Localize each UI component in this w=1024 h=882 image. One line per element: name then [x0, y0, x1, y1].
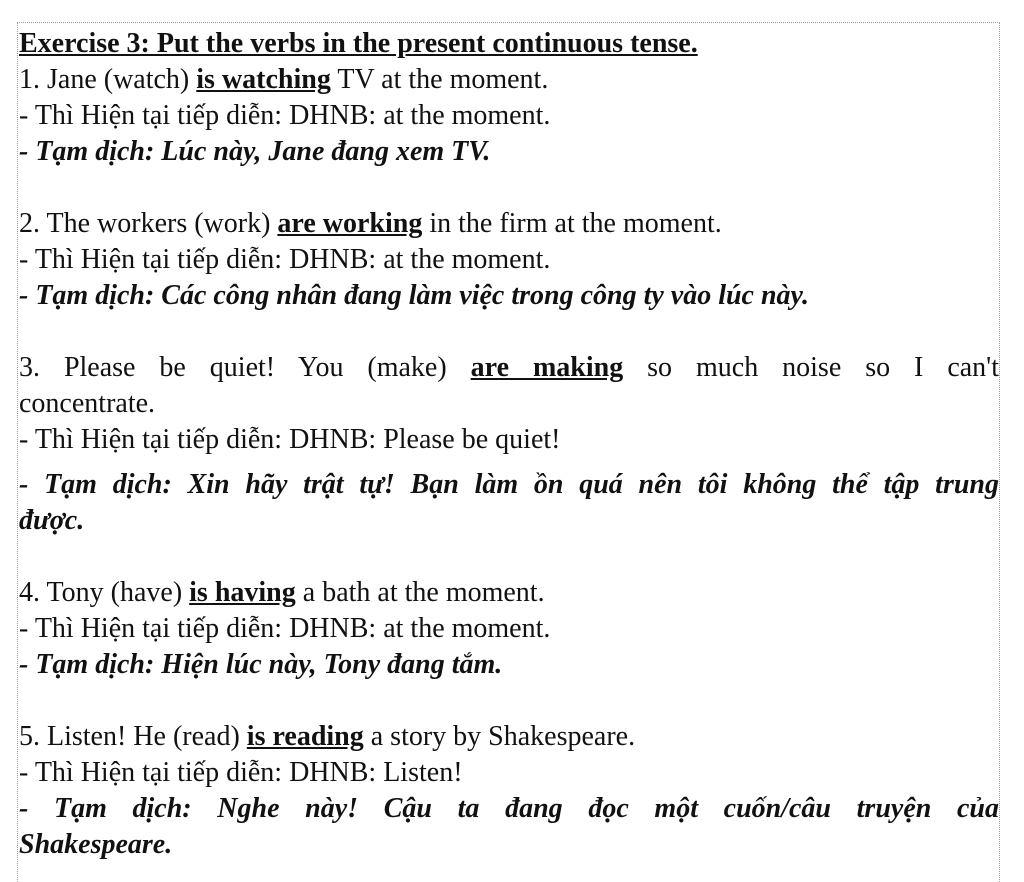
answer-3: are making: [470, 352, 624, 383]
tense-note-2: - Thì Hiện tại tiếp diễn: DHNB: at the moment.: [19, 244, 551, 275]
spacer: [19, 683, 999, 719]
spacer: [19, 170, 999, 206]
translation-2: - Tạm dịch: Các công nhân đang làm việc trong công ty vào lúc này.: [19, 280, 809, 311]
question-4: [19, 575, 999, 611]
answer-4: is having: [189, 577, 296, 608]
question-3-rest: so much noise so I can't: [623, 352, 1000, 383]
question-1: [19, 62, 999, 98]
answer-5: is reading: [246, 721, 364, 752]
translation-3: - Tạm dịch: Xin hãy trật tự! Bạn làm ồn quá nên tôi không thể tập trung: [19, 469, 999, 500]
exercise-title: Exercise 3: Put the verbs in the present continuous tense.: [19, 28, 698, 59]
question-2-rest: in the firm at the moment.: [422, 208, 722, 239]
tense-note-4: - Thì Hiện tại tiếp diễn: DHNB: at the moment.: [19, 613, 551, 644]
answer-2: are working: [277, 208, 423, 239]
question-5-prompt: 5. Listen! He (read): [19, 721, 247, 752]
tense-note-5: - Thì Hiện tại tiếp diễn: DHNB: Listen!: [19, 757, 463, 788]
spacer: [19, 314, 999, 350]
translation-4: - Tạm dịch: Hiện lúc này, Tony đang tắm.: [19, 649, 503, 680]
question-1-prompt: 1. Jane (watch): [19, 64, 197, 95]
translation-5-continued: Shakespeare.: [19, 829, 173, 860]
exercise-document: [19, 26, 999, 863]
question-4-prompt: 4. Tony (have): [19, 577, 190, 608]
answer-1: is watching: [196, 64, 331, 95]
question-2-prompt: 2. The workers (work): [19, 208, 278, 239]
question-4-rest: a bath at the moment.: [295, 577, 545, 608]
question-5-rest: a story by Shakespeare.: [363, 721, 636, 752]
tense-note-1: - Thì Hiện tại tiếp diễn: DHNB: at the moment.: [19, 100, 551, 131]
question-1-rest: TV at the moment.: [330, 64, 549, 95]
question-2: [19, 206, 999, 242]
question-3-prompt: 3. Please be quiet! You (make): [19, 352, 471, 383]
tense-note-3: - Thì Hiện tại tiếp diễn: DHNB: Please be quiet!: [19, 424, 561, 455]
translation-1: - Tạm dịch: Lúc này, Jane đang xem TV.: [19, 136, 491, 167]
question-3-continued: concentrate.: [19, 388, 156, 419]
question-5: [19, 719, 999, 755]
translation-3-continued: được.: [19, 505, 85, 536]
spacer: [19, 539, 999, 575]
question-3: [19, 350, 999, 386]
translation-5: - Tạm dịch: Nghe này! Cậu ta đang đọc một cuốn/câu truyện của: [19, 793, 999, 824]
